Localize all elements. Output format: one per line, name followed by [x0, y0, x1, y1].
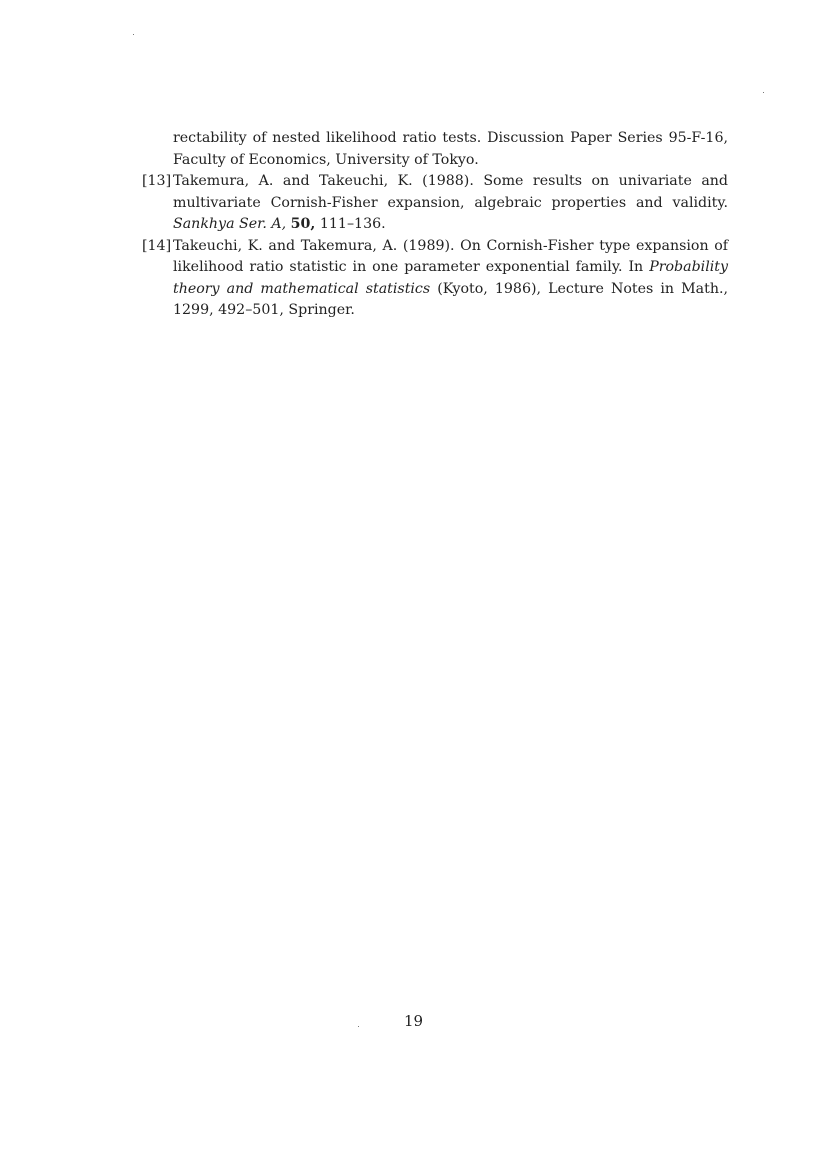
scan-speck [763, 92, 764, 93]
reference-journal: Sankhya Ser. A, [173, 216, 287, 232]
reference-details: (Kyoto, 1986), Lecture Notes in Math., 1299, 492–501, Springer. [173, 280, 728, 318]
reference-volume: 50, [290, 216, 316, 232]
reference-pages: 111–136. [319, 216, 386, 232]
reference-13 [142, 171, 728, 236]
reference-continuation-text: rectability of nested likelihood ratio tests. Discussion Paper Series 95-F-16, Faculty of Economics, University of Tokyo. [173, 130, 728, 168]
reference-continuation [142, 128, 728, 171]
reference-authors-title: Takemura, A. and Takeuchi, K. (1988). Some results on univariate and multivariate Cornish-Fisher expansion, algebraic properties and validity. [173, 173, 728, 211]
scan-speck [133, 34, 134, 35]
reference-14 [142, 236, 728, 322]
reference-book-title: Probability theory and mathematical statistics [173, 259, 729, 297]
reference-number: [13] [142, 173, 172, 189]
references-list [142, 128, 728, 322]
reference-number: [14] [142, 237, 172, 254]
reference-authors-title: Takeuchi, K. and Takemura, A. (1989). On Cornish-Fisher type expansion of likelihood ratio statistic in one parameter exponential family. In [173, 237, 728, 275]
page-number: 19 [403, 1012, 424, 1030]
